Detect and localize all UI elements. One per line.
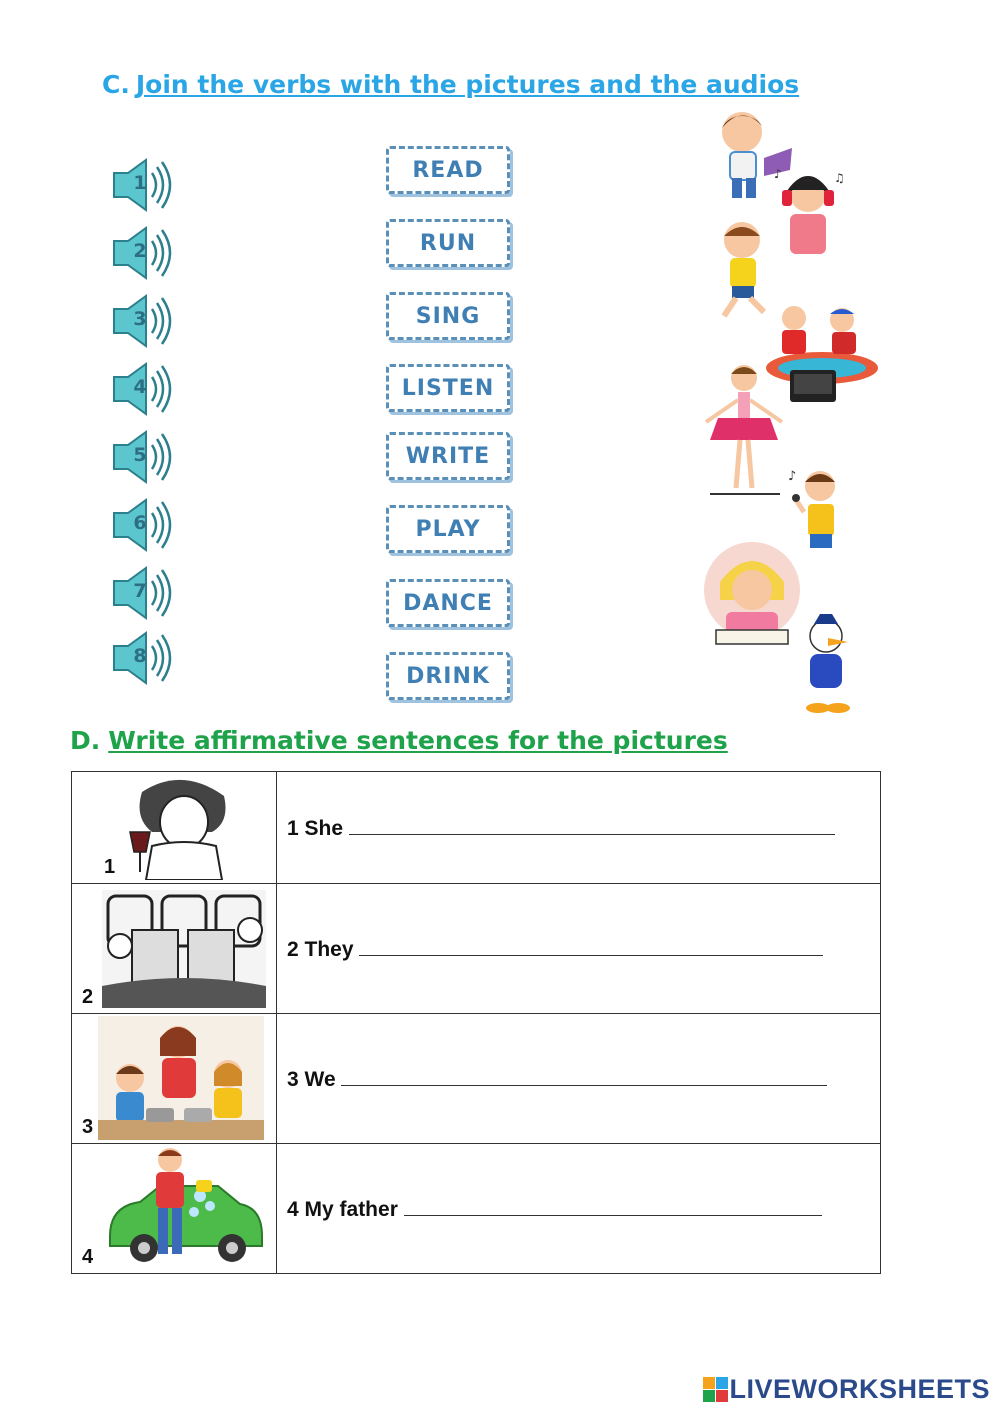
audio-button-7[interactable] [108,565,174,621]
audio-number: 8 [133,645,147,667]
section-d-heading [70,726,728,755]
audio-number: 3 [133,308,147,330]
audio-number: 2 [133,240,147,262]
verb-box-sing[interactable]: SING [386,292,510,340]
audio-button-2[interactable] [108,225,174,281]
father-washing-car-picture [100,1146,268,1270]
picture-cell [72,884,277,1014]
liveworksheets-logo [703,1374,990,1405]
sentence-prompt: 1 She [287,817,344,840]
verb-box-run[interactable]: RUN [386,219,510,267]
svg-text:♪: ♪ [788,469,797,484]
table-row [72,772,881,884]
section-d-title: Write affirmative sentences for the pictures [108,726,728,755]
picture-cell [72,1014,277,1144]
section-c-letter: C. [102,70,130,99]
sentences-table [71,771,881,1274]
verb-box-listen[interactable]: LISTEN [386,364,510,412]
answer-line[interactable] [404,1195,822,1216]
duck-drinking-picture[interactable] [792,606,860,718]
section-c-title: Join the verbs with the pictures and the audios [135,70,800,99]
sentence-prompt: 3 We [287,1068,336,1091]
verb-box-write[interactable]: WRITE [386,432,510,480]
audio-number: 4 [133,376,147,398]
verb-box-read[interactable]: READ [386,146,510,194]
svg-text:♫: ♫ [834,171,845,185]
family-cooking-picture [98,1016,264,1140]
audio-number: 1 [133,172,147,194]
answer-line[interactable] [349,814,835,835]
audio-button-6[interactable] [108,497,174,553]
table-row [72,884,881,1014]
sentence-cell [277,1144,881,1274]
people-reading-newspapers-picture [102,890,266,1008]
watermark-text: LIVEWORKSHEETS [729,1374,990,1404]
audio-number: 7 [133,580,147,602]
answer-line[interactable] [359,935,823,956]
audio-number: 6 [133,512,147,534]
woman-drinking-picture [112,772,242,880]
row-number: 1 [104,856,116,878]
answer-line[interactable] [341,1065,827,1086]
girl-dancing-picture[interactable] [700,360,788,500]
sentence-cell [277,884,881,1014]
row-number: 2 [82,986,94,1008]
verb-box-drink[interactable]: DRINK [386,652,510,700]
audio-button-8[interactable] [108,630,174,686]
picture-cell [72,772,277,884]
picture-cell [72,1144,277,1274]
audio-button-1[interactable] [108,157,174,213]
verb-box-dance[interactable]: DANCE [386,579,510,627]
sentence-prompt: 2 They [287,938,354,961]
sentence-cell [277,1014,881,1144]
logo-blocks-icon [703,1377,729,1403]
audio-button-5[interactable] [108,429,174,485]
verb-box-play[interactable]: PLAY [386,505,510,553]
section-c-heading [102,70,799,99]
section-d-letter: D. [70,726,101,755]
audio-button-3[interactable] [108,293,174,349]
girl-writing-picture[interactable] [700,530,804,656]
table-row [72,1014,881,1144]
sentence-cell [277,772,881,884]
table-row [72,1144,881,1274]
svg-text:♪: ♪ [774,167,782,181]
audio-number: 5 [133,444,147,466]
sentence-prompt: 4 My father [287,1198,398,1221]
row-number: 4 [82,1246,94,1268]
audio-button-4[interactable] [108,361,174,417]
row-number: 3 [82,1116,94,1138]
